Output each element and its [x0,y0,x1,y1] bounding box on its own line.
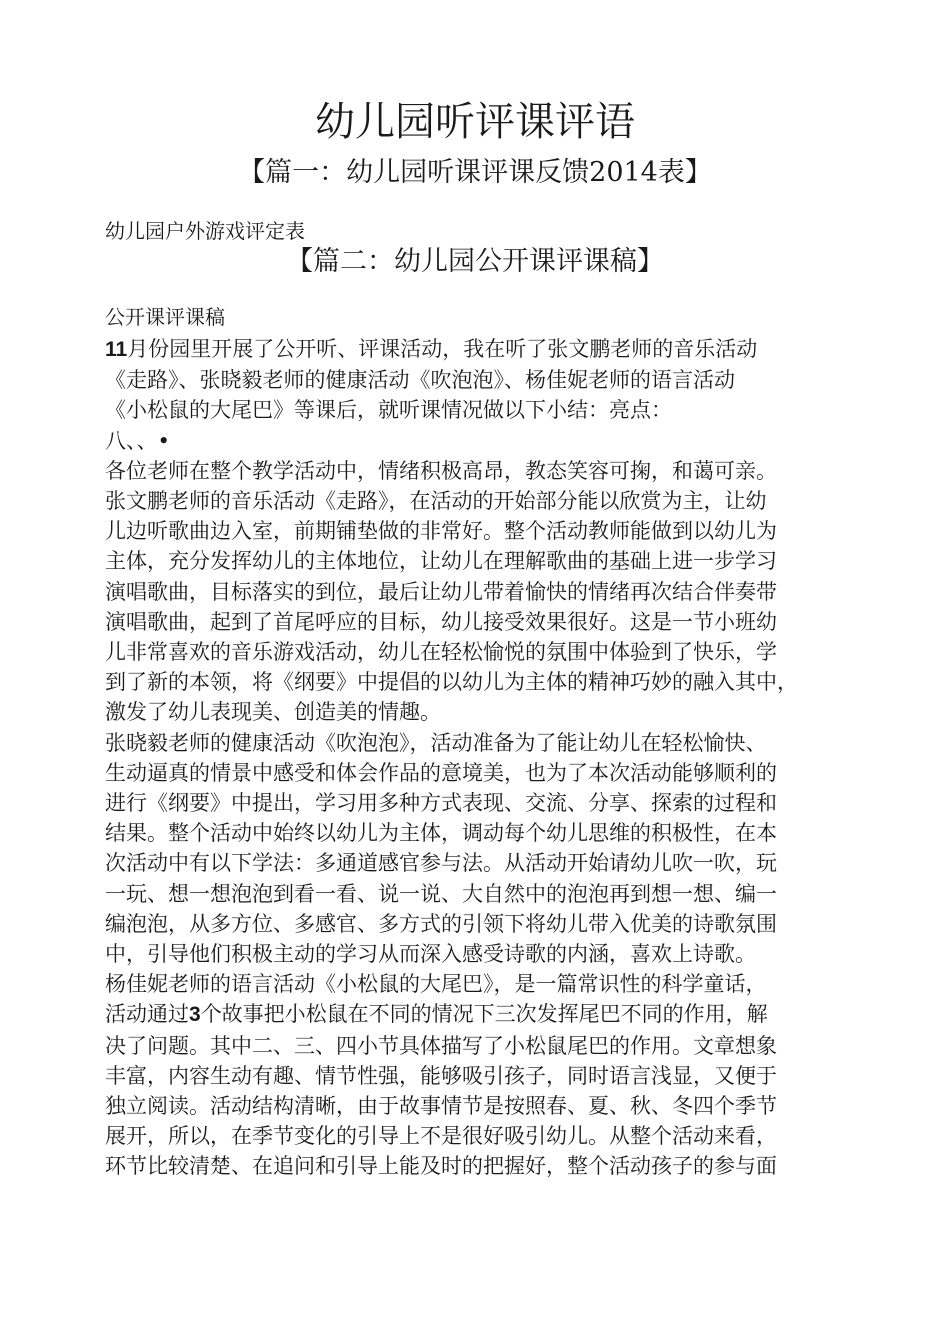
body-line [105,395,865,425]
body-line [105,577,865,607]
body-line-text: 张晓毅老师的健康活动《吹泡泡》，活动准备为了能让幼儿在轻松愉快、 [105,730,767,755]
body-line-text: 到了新的本领，将《纲要》中提倡的以幼儿为主体的精神巧妙的融入其中， [105,670,798,695]
body-line-text: 激发了幼儿表现美、创造美的情趣。 [105,700,441,725]
body-line-text: 《走路》、张晓毅老师的健康活动《吹泡泡》、杨佳妮老师的语言活动 [105,368,735,393]
body-line-text: 决了问题。其中二、三、四小节具体描写了小松鼠尾巴的作用。文章想象 [105,1033,777,1058]
body-line-text: 一玩、想一想泡泡到看一看、说一说、大自然中的泡泡再到想一想、编一 [105,881,777,906]
body-line [105,1151,865,1181]
body-line-text: 独立阅读。活动结构清晰，由于故事情节是按照春、夏、秋、冬四个季节 [105,1094,777,1119]
body-line [105,969,865,999]
body-line-text: 儿非常喜欢的音乐游戏活动，幼儿在轻松愉悦的氛围中体验到了快乐，学 [105,640,777,665]
body-line-text: 次活动中有以下学法：多通道感官参与法。从活动开始请幼儿吹一吹，玩 [105,851,777,876]
body-line-number: 11 [105,338,128,361]
section-2-subtitle: 公开课评课稿 [105,305,225,329]
body-line [105,788,865,818]
body-line-text: 各位老师在整个教学活动中，情绪积极高昂，教态笑容可掬，和蔼可亲。 [105,458,777,483]
body-line [105,1031,865,1061]
body-line [105,1121,865,1151]
document-title: 幼儿园听评课评语 [315,99,635,145]
body-line [105,999,865,1030]
body-line [105,848,865,878]
body-line [105,607,865,637]
body-line-text: 张文鹏老师的音乐活动《走路》，在活动的开始部分能以欣赏为主，让幼 [105,489,767,514]
body-line-text: 《小松鼠的大尾巴》等课后，就听课情况做以下小结：亮点： [105,398,672,423]
body-line [105,637,865,667]
section-2-body [105,334,865,1182]
body-line [105,426,865,456]
body-line-text: 结果。整个活动中始终以幼儿为主体，调动每个幼儿思维的积极性，在本 [105,821,777,846]
body-line [105,486,865,516]
body-line [105,697,865,727]
body-line-text: 活动通过 [105,1002,189,1027]
body-line [105,939,865,969]
body-line-text: 生动逼真的情景中感受和体会作品的意境美，也为了本次活动能够顺利的 [105,760,777,785]
body-line-text: 环节比较清楚、在追问和引导上能及时的把握好，整个活动孩子的参与面 [105,1154,777,1179]
body-line [105,1061,865,1091]
body-line-text: 主体，充分发挥幼儿的主体地位，让幼儿在理解歌曲的基础上进一步学习 [105,549,777,574]
body-line [105,365,865,395]
body-line [105,909,865,939]
body-line-text: 个故事把小松鼠在不同的情况下三次发挥尾巴不同的作用，解 [200,1002,768,1027]
body-line [105,758,865,788]
body-line [105,667,865,697]
body-line-text: 编泡泡，从多方位、多感官、多方式的引领下将幼儿带入优美的诗歌氛围 [105,911,777,936]
body-line-text: 八、、• [105,428,170,453]
body-line [105,546,865,576]
body-line [105,516,865,546]
section-heading-2: 【篇二：幼儿园公开课评课稿】 [286,246,664,277]
body-line [105,456,865,486]
section-heading-1: 【篇一：幼儿园听课评课反馈2014表】 [238,157,712,188]
body-line [105,879,865,909]
body-line [105,1091,865,1121]
body-line-text: 儿边听歌曲边入室，前期铺垫做的非常好。整个活动教师能做到以幼儿为 [105,519,777,544]
body-line-text: 丰富，内容生动有趣、情节性强，能够吸引孩子，同时语言浅显，又便于 [105,1063,777,1088]
body-line [105,818,865,848]
body-line [105,728,865,758]
body-line-text: 演唱歌曲，起到了首尾呼应的目标，幼儿接受效果很好。这是一节小班幼 [105,609,777,634]
section-1-body: 幼儿园户外游戏评定表 [105,219,305,243]
body-line-text: 展开，所以，在季节变化的引导上不是很好吸引幼儿。从整个活动来看， [105,1124,777,1149]
body-line-text: 进行《纲要》中提出，学习用多种方式表现、交流、分享、探索的过程和 [105,791,777,816]
body-line-text: 中，引导他们积极主动的学习从而深入感受诗歌的内涵，喜欢上诗歌。 [105,942,756,967]
body-line [105,334,865,365]
body-line-text: 杨佳妮老师的语言活动《小松鼠的大尾巴》，是一篇常识性的科学童话， [105,972,767,997]
body-line-text: 月份园里开展了公开听、评课活动，我在听了张文鹏老师的音乐活动 [127,337,758,361]
body-line-text: 演唱歌曲，目标落实的到位，最后让幼儿带着愉快的情绪再次结合伴奏带 [105,579,777,604]
body-line-number: 3 [189,1003,201,1027]
